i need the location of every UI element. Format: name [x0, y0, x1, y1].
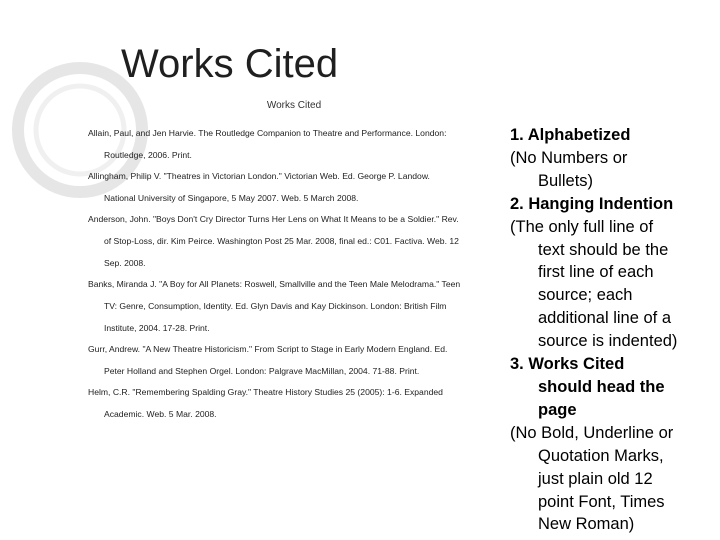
citation-indented-line: Peter Holland and Stephen Orgel. London: Palgrave MacMillan, 2004. 71-88. Print. [104, 366, 420, 376]
citation-first-line: Allain, Paul, and Jen Harvie. The Routledge Companion to Theatre and Performance. London: [88, 128, 447, 138]
citation-list [88, 128, 500, 420]
note-line: source; each [538, 286, 633, 305]
citation-entry [88, 128, 500, 161]
formatting-notes [510, 124, 715, 536]
note-line: (The only full line of [510, 217, 654, 236]
citation-first-line: Banks, Miranda J. "A Boy for All Planets: Roswell, Smallville and the Teen Male Melodrama." Teen [88, 279, 461, 289]
citation-entry [88, 344, 500, 377]
citation-indented-line: Routledge, 2006. Print. [104, 150, 192, 160]
note-line: should head the [538, 377, 665, 396]
note-line: Quotation Marks, [538, 446, 664, 465]
note-line: (No Bold, Underline or [510, 423, 674, 442]
note-line: 2. Hanging Indention [510, 194, 674, 213]
citation-entry [88, 279, 500, 334]
citation-indented-line: Institute, 2004. 17-28. Print. [104, 323, 210, 333]
citation-indented-line: Sep. 2008. [104, 258, 146, 268]
note-line: just plain old 12 [538, 469, 653, 488]
note-line: additional line of a [538, 309, 672, 328]
note-line: 1. Alphabetized [510, 126, 631, 144]
works-cited-document-image [88, 96, 500, 476]
note-line: 3. Works Cited [510, 355, 625, 374]
citation-first-line: Anderson, John. "Boys Don't Cry Director Turns Her Lens on What It Means to be a Soldier." Rev. [88, 214, 459, 224]
note-line: page [538, 400, 577, 419]
citation-first-line: Allingham, Philip V. "Theatres in Victorian London." Victorian Web. Ed. George P. Landow. [88, 171, 430, 181]
document-heading: Works Cited [266, 100, 322, 111]
note-line: source is indented) [538, 332, 678, 351]
citation-first-line: Helm, C.R. "Remembering Spalding Gray." Theatre History Studies 25 (2005): 1-6. Expanded [88, 387, 443, 397]
citation-entry [88, 214, 500, 269]
note-line: Bullets) [538, 171, 594, 190]
citation-first-line: Gurr, Andrew. "A New Theatre Historicism." From Script to Stage in Early Modern England. Ed. [88, 344, 448, 354]
note-line: point Font, Times [538, 492, 665, 511]
note-line: New Roman) [538, 515, 635, 534]
note-line: text should be the [538, 240, 669, 259]
citation-entry [88, 387, 500, 420]
citation-entry [88, 171, 500, 204]
citation-indented-line: National University of Singapore, 5 May 2007. Web. 5 March 2008. [104, 193, 359, 203]
slide-title: Works Cited [121, 42, 339, 86]
citation-indented-line: Academic. Web. 5 Mar. 2008. [104, 409, 217, 419]
citation-indented-line: of Stop-Loss, dir. Kim Peirce. Washington Post 25 Mar. 2008, final ed.: C01. Factiva. Web. 12 [104, 236, 459, 246]
note-line: first line of each [538, 263, 654, 282]
citation-indented-line: TV: Genre, Consumption, Identity. Ed. Glyn Davis and Kay Dickinson. London: British Film [104, 301, 447, 311]
note-line: (No Numbers or [510, 148, 628, 167]
